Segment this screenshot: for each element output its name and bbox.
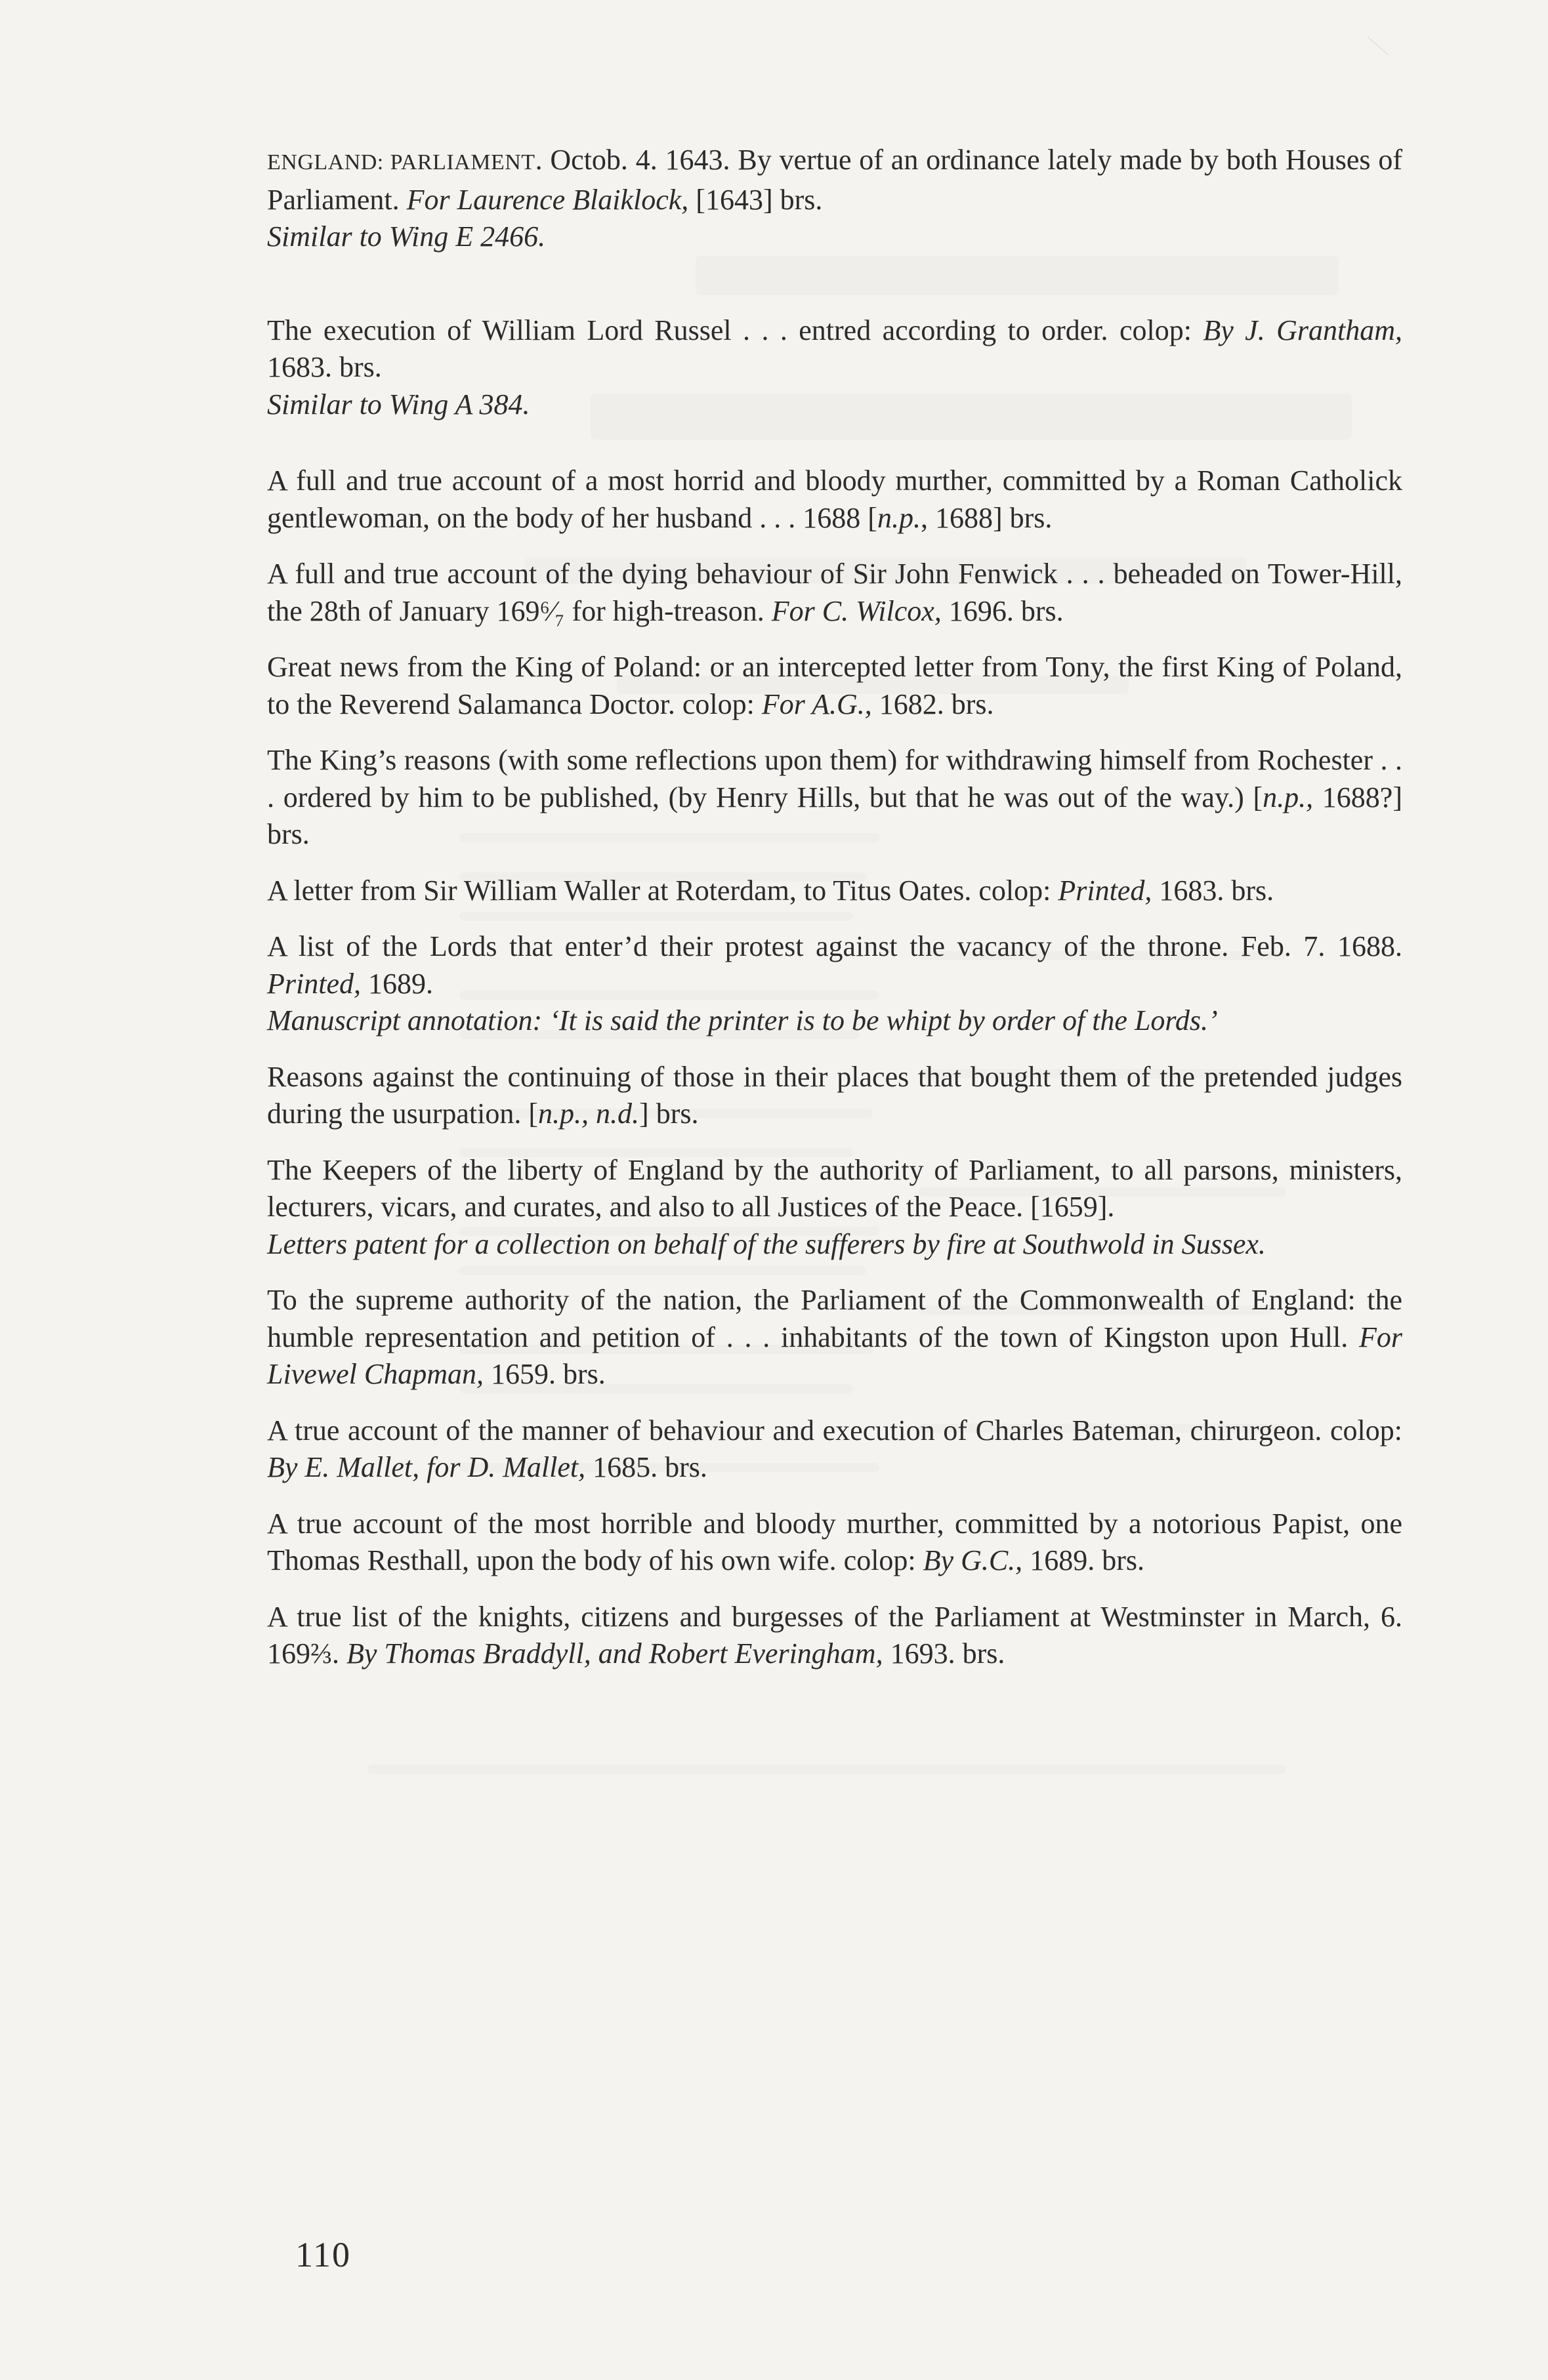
- entry-text: [267, 649, 1402, 723]
- entry-date: 1696. brs.: [941, 594, 1064, 627]
- entry-title: . Octob. 4. 1643. By vertue of an ordinance lately made by both Houses of Parliament.: [267, 144, 1402, 216]
- entry-title: A true account of the most horrible and bloody murther, committed by a notorious Papist, one Thomas Resthall, upon the body of his own wife. colop:: [267, 1507, 1402, 1576]
- entry-3: [267, 462, 1402, 537]
- entry-7: [267, 872, 1402, 910]
- entry-title: A letter from Sir William Waller at Roterdam, to Titus Oates. colop:: [267, 874, 1058, 907]
- entry-date: 1683. brs.: [267, 351, 382, 383]
- entry-note: Manuscript annotation: ‘It is said the printer is to be whipt by order of the Lords.’: [267, 1004, 1218, 1036]
- entry-imprint: For Livewel Chapman,: [267, 1321, 1402, 1390]
- entry-date: ] brs.: [639, 1098, 699, 1130]
- entry-title: A true list of the knights, citizens and burgesses of the Parliament at Westminster in March, 6. 169⅔.: [267, 1600, 1402, 1670]
- entry-imprint: Printed,: [1058, 874, 1152, 907]
- entry-imprint: By Thomas Braddyll, and Robert Everingham,: [346, 1637, 883, 1670]
- entry-note: Similar to Wing A 384.: [267, 388, 530, 421]
- entry-imprint: For A.G.,: [761, 687, 872, 720]
- entry-text: [267, 1599, 1402, 1673]
- entry-date: 1688?] brs.: [267, 781, 1402, 850]
- page-corner-mark: [1365, 33, 1391, 59]
- entry-14: [267, 1599, 1402, 1673]
- entry-title: A true account of the manner of behaviour and execution of Charles Bateman, chirurgeon. colop:: [267, 1414, 1402, 1446]
- entry-note: Letters patent for a collection on behalf of the sufferers by fire at Southwold in Sussex.: [267, 1227, 1266, 1260]
- entry-text: [267, 1282, 1402, 1393]
- entry-text: [267, 142, 1402, 218]
- entry-title: A full and true account of the dying behaviour of Sir John Fenwick . . . beheaded on Tower-Hill, the 28th of January 169⁶⁄₇ for high-treason.: [267, 558, 1402, 627]
- entry-date: 1689.: [360, 967, 433, 1000]
- entry-text: [267, 928, 1402, 1002]
- entry-heading: ENGLAND: PARLIAMENT: [267, 150, 535, 174]
- entry-imprint: For Laurence Blaiklock,: [406, 183, 689, 216]
- entry-imprint: n.p., n.d.: [538, 1098, 640, 1130]
- entry-imprint: By E. Mallet, for D. Mallet,: [267, 1451, 586, 1483]
- entry-title: The King’s reasons (with some reflections upon them) for withdrawing himself from Rochester . . . ordered by him to be published, (by Henry Hills, but that he was out of the way.) [: [267, 744, 1402, 813]
- entry-date: , 1688] brs.: [920, 501, 1053, 534]
- entry-5: [267, 649, 1402, 723]
- entry-text: [267, 742, 1402, 853]
- entry-8: [267, 928, 1402, 1040]
- entry-9: [267, 1059, 1402, 1133]
- entry-title: Reasons against the continuing of those in their places that bought them of the pretended judges during the usurpation. [: [267, 1060, 1402, 1130]
- entry-title: Great news from the King of Poland: or an intercepted letter from Tony, the first King of Poland, to the Reverend Salamanca Doctor. colop:: [267, 651, 1402, 720]
- entry-imprint: n.p.: [877, 501, 921, 534]
- entry-date: [1643] brs.: [688, 183, 823, 216]
- entry-imprint: By J. Grantham,: [1203, 314, 1402, 346]
- entry-10: [267, 1152, 1402, 1263]
- entry-1: [267, 142, 1402, 256]
- entry-text: [267, 872, 1402, 910]
- entry-title: A full and true account of a most horrid and bloody murther, committed by a Roman Catholick gentlewoman, on the body of her husband . . . 1688 [: [267, 464, 1402, 534]
- entry-text: [267, 462, 1402, 537]
- entry-imprint: n.p.,: [1263, 781, 1314, 813]
- entry-12: [267, 1412, 1402, 1487]
- entry-title: A list of the Lords that enter’d their protest against the vacancy of the throne. Feb. 7. 1688.: [267, 930, 1402, 962]
- entry-date: 1683. brs.: [1152, 874, 1274, 907]
- entry-text: [267, 1059, 1402, 1133]
- entry-2: [267, 312, 1402, 424]
- entry-title: To the supreme authority of the nation, the Parliament of the Commonwealth of England: the humble representation and petition of . . . inhabitants of the town of Kingston upon Hull.: [267, 1284, 1402, 1353]
- entry-imprint: For C. Wilcox,: [771, 594, 942, 627]
- entry-text: [267, 1152, 1402, 1226]
- entry-date: 1685. brs.: [585, 1451, 707, 1483]
- entry-imprint: By G.C.,: [923, 1544, 1023, 1576]
- entry-text: [267, 556, 1402, 630]
- entry-title: The Keepers of the liberty of England by the authority of Parliament, to all parsons, ministers, lecturers, vicars, and curates, and also to all Justices of the Peace. [1659].: [267, 1153, 1402, 1223]
- bibliography-column: [267, 142, 1402, 1692]
- entry-11: [267, 1282, 1402, 1393]
- entry-4: [267, 556, 1402, 630]
- entry-date: 1689. brs.: [1022, 1544, 1144, 1576]
- entry-text: [267, 1506, 1402, 1580]
- page-number: 110: [295, 2235, 351, 2274]
- entry-13: [267, 1506, 1402, 1580]
- entry-imprint: Printed,: [267, 967, 361, 1000]
- entry-note: Similar to Wing E 2466.: [267, 220, 546, 253]
- entry-text: [267, 312, 1402, 386]
- entry-title: The execution of William Lord Russel . . . entred according to order. colop:: [267, 314, 1203, 346]
- entry-date: 1693. brs.: [883, 1637, 1005, 1670]
- entry-text: [267, 1412, 1402, 1487]
- entry-date: 1682. brs.: [871, 687, 994, 720]
- entry-6: [267, 742, 1402, 853]
- entry-date: 1659. brs.: [483, 1358, 606, 1390]
